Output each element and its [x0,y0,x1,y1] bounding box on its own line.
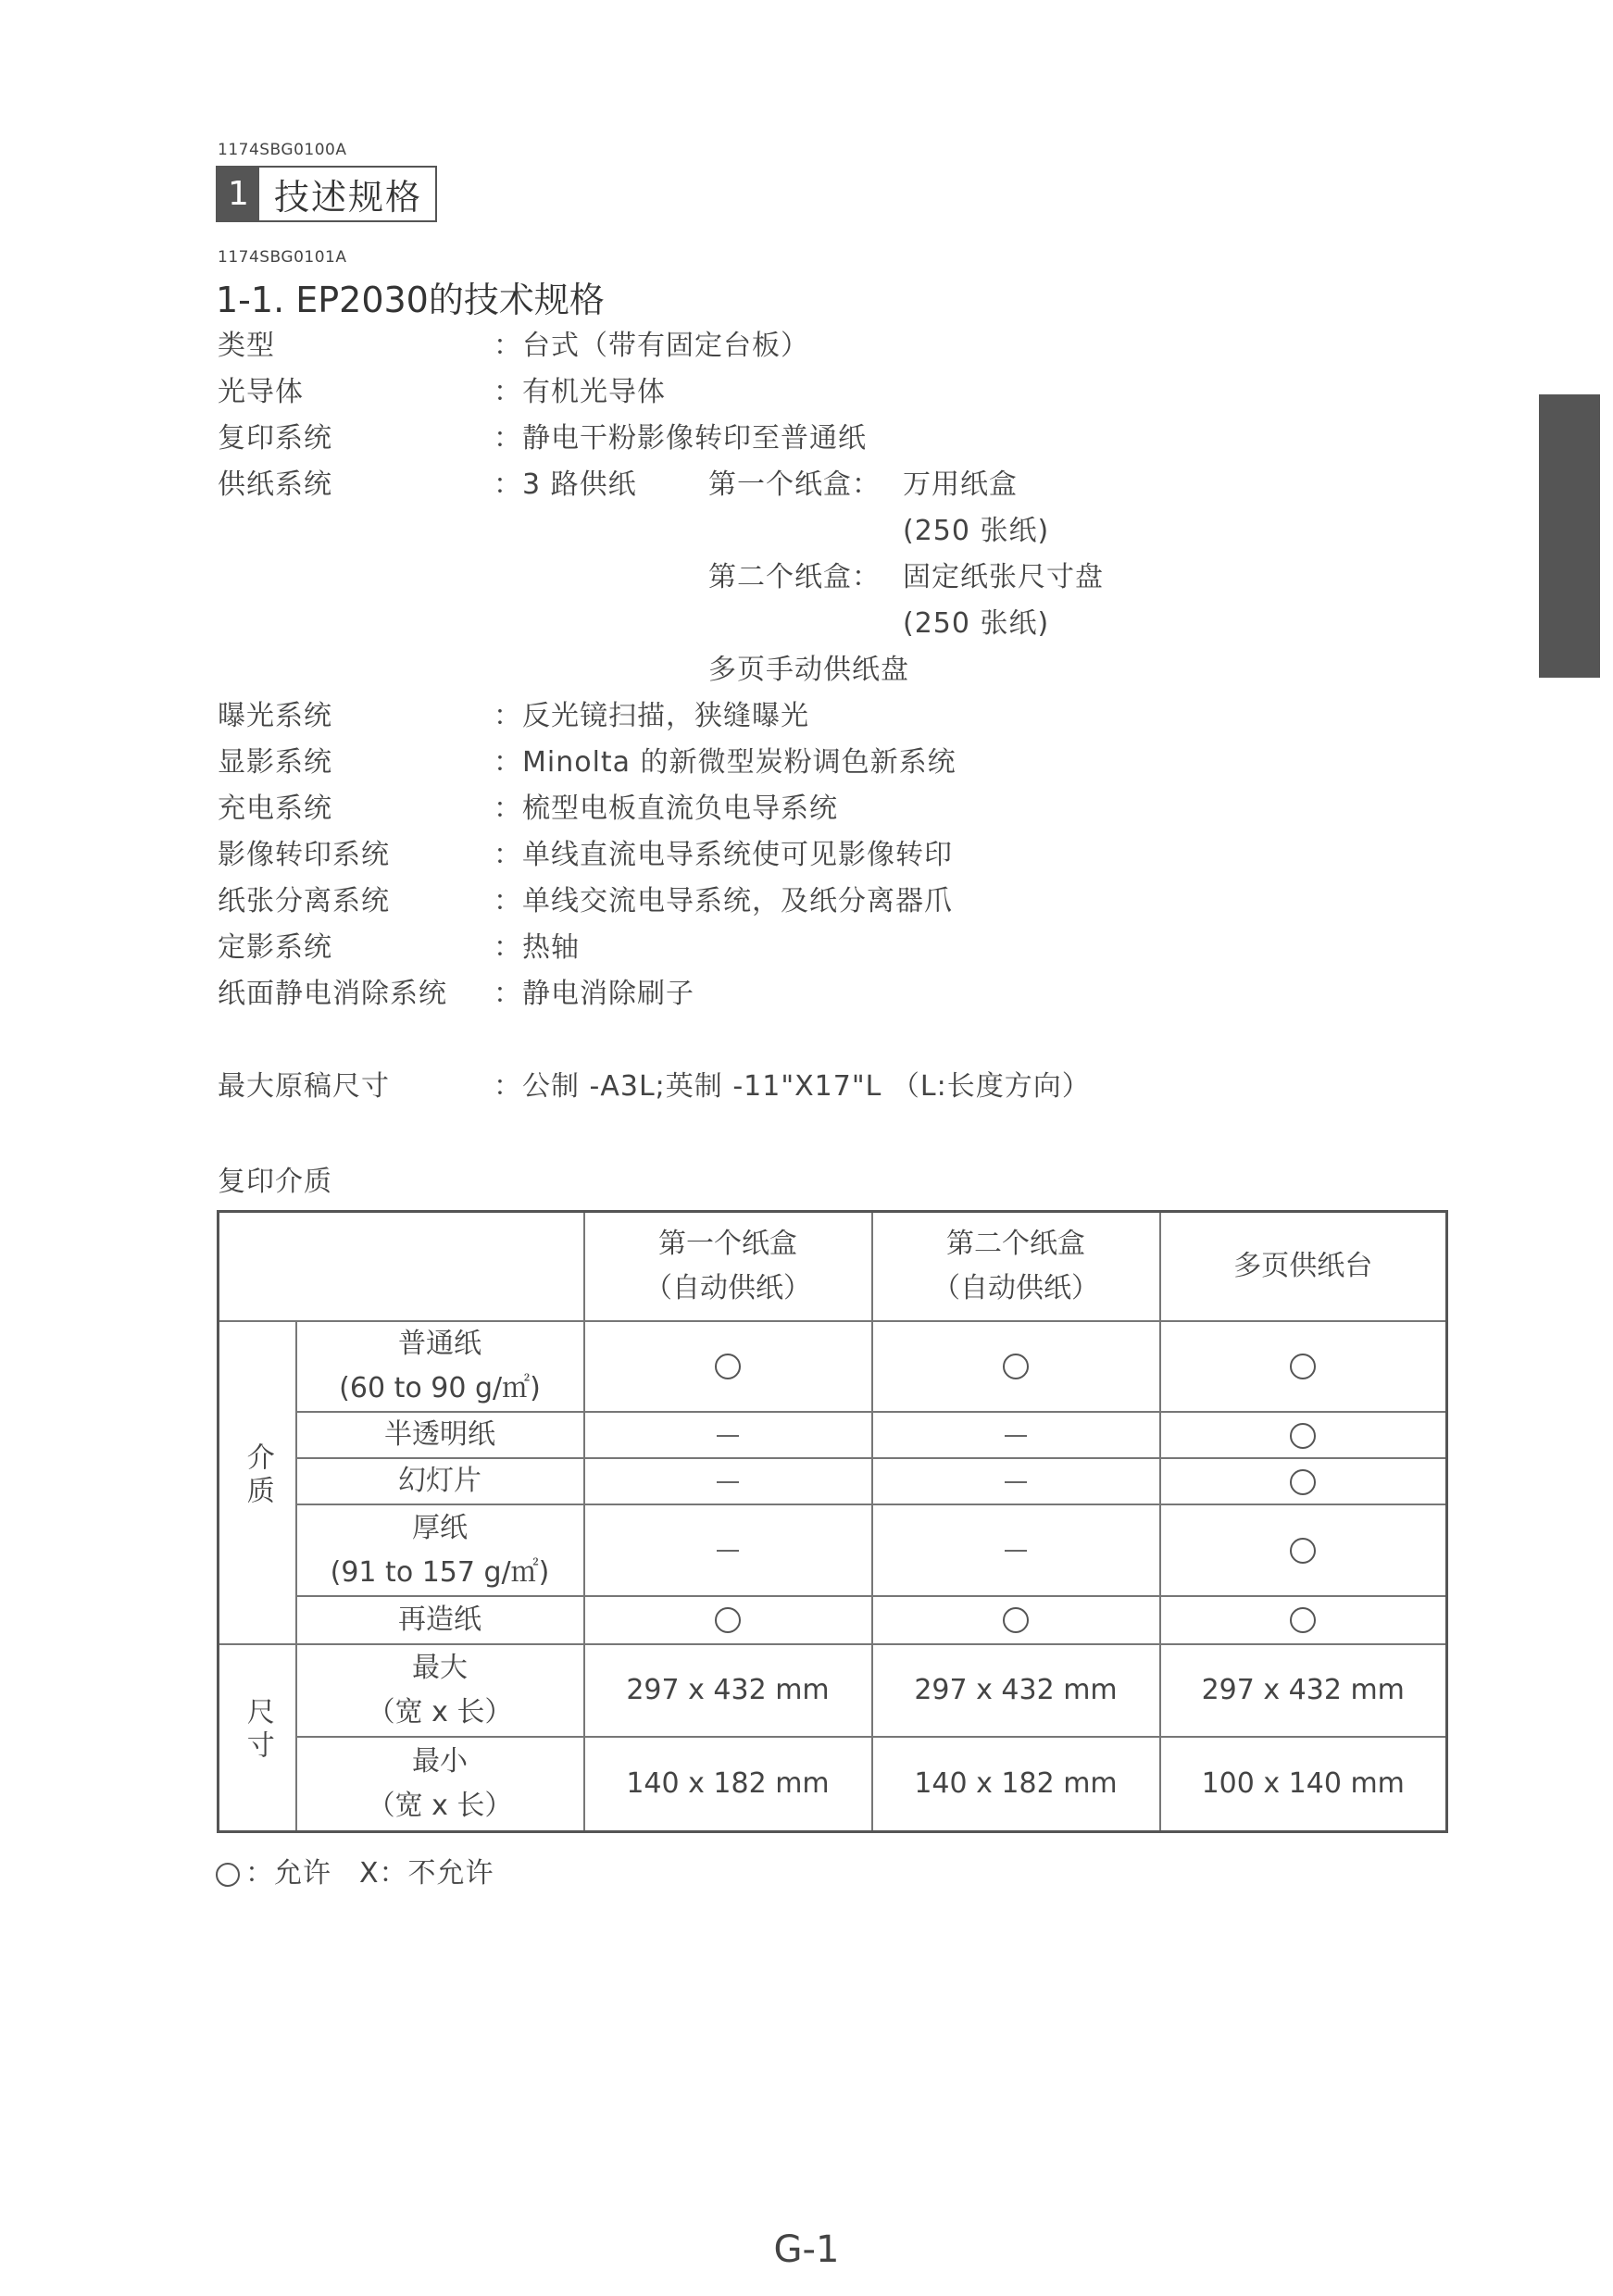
spec-label: 光导体 [218,376,304,408]
spec-value: ：公制 -A3L;英制 -11"X17"L （L:长度方向） [494,1070,1091,1103]
cell [872,1458,1160,1504]
row-label-line: 厚纸 [412,1511,468,1544]
allowed-circle-icon [715,1354,741,1379]
row-label-translucent: 半透明纸 [296,1412,584,1458]
spec-value: ：反光镜扫描，狭缝曝光 [494,700,809,732]
spec-value: ：单线直流电导系统使可见影像转印 [494,839,953,871]
not-applicable-dash-icon [1005,1435,1027,1437]
header-line: 第二个纸盒 [946,1227,1085,1260]
spec-label: 影像转印系统 [218,839,390,871]
cell [1160,1321,1447,1412]
row-label-thick [296,1504,584,1595]
spec-label: 最大原稿尺寸 [218,1070,390,1103]
row-label-line: （宽 x 长） [367,1695,513,1728]
row-label-transparency: 幻灯片 [296,1458,584,1504]
spec-label: 定影系统 [218,931,332,964]
feed-cassette2-capacity: (250 张纸) [903,607,1050,640]
table-row [219,1321,1447,1412]
allowed-circle-icon [715,1607,741,1633]
column-header-cassette2 [872,1212,1160,1321]
cell [1160,1504,1447,1595]
media-table-title: 复印介质 [218,1166,332,1198]
cell [872,1596,1160,1644]
subsection-title: 1-1. EP2030的技术规格 [216,280,605,320]
group-size-label: 尺寸 [241,1697,274,1765]
table-row [219,1596,1447,1644]
not-applicable-dash-icon [717,1550,739,1552]
media-table [217,1210,1448,1833]
spec-value: ：热轴 [494,931,580,964]
section-title: 技述规格 [274,177,423,218]
row-label-plain [296,1321,584,1412]
spec-value: ：Minolta 的新微型炭粉调色新系统 [494,746,957,779]
feed-cassette1-capacity: (250 张纸) [903,515,1050,547]
table-row [219,1504,1447,1595]
table-row [219,1737,1447,1831]
spec-value: ：梳型电板直流负电导系统 [494,792,838,825]
size-cell: 297 x 432 mm [584,1644,872,1737]
allowed-circle-icon [1003,1607,1029,1633]
not-applicable-dash-icon [717,1481,739,1483]
column-header-bypass: 多页供纸台 [1160,1212,1447,1321]
cell [1160,1596,1447,1644]
spec-label: 充电系统 [218,792,332,825]
page-number: G-1 [773,2228,840,2271]
cell [584,1321,872,1412]
group-size-cell [219,1644,296,1832]
table-header-row [219,1212,1447,1321]
header-line: （自动供纸） [932,1271,1099,1304]
cell [872,1412,1160,1458]
column-header-cassette1 [584,1212,872,1321]
row-label-line: 最大 [412,1651,468,1684]
cell [584,1504,872,1595]
section-heading [216,166,437,222]
not-applicable-dash-icon [1005,1550,1027,1552]
legend-not-allowed: X：不允许 [359,1857,494,1890]
size-cell: 100 x 140 mm [1160,1737,1447,1831]
header-line: （自动供纸） [644,1271,811,1304]
allowed-circle-icon [1290,1423,1316,1449]
legend-allowed: ：允许 [245,1857,331,1890]
section-number: 1 [218,168,259,220]
spec-value: ：静电干粉影像转印至普通纸 [494,422,867,455]
row-label-line: （宽 x 长） [367,1790,513,1823]
allowed-circle-icon [216,1863,240,1887]
spec-label: 复印系统 [218,422,332,455]
chapter-tab [1539,394,1600,678]
table-row [219,1412,1447,1458]
not-applicable-dash-icon [717,1435,739,1437]
allowed-circle-icon [1290,1469,1316,1495]
spec-label: 显影系统 [218,746,332,779]
allowed-circle-icon [1290,1354,1316,1379]
spec-label: 供纸系统 [218,468,332,501]
allowed-circle-icon [1003,1354,1029,1379]
allowed-circle-icon [1290,1607,1316,1633]
cell [872,1504,1160,1595]
spec-label: 曝光系统 [218,700,332,732]
spec-label: 纸面静电消除系统 [218,978,447,1010]
not-applicable-dash-icon [1005,1481,1027,1483]
row-label-max [296,1644,584,1737]
cell [584,1458,872,1504]
size-cell: 297 x 432 mm [872,1644,1160,1737]
table-row [219,1644,1447,1737]
cell [584,1412,872,1458]
legend [216,1850,494,1890]
subsection-code: 1174SBG0101A [218,248,347,267]
cell [584,1596,872,1644]
feed-cassette1-value: 万用纸盒 [903,468,1018,501]
spec-value: ：3 路供纸 [494,468,637,501]
row-label-line: (91 to 157 g/㎡) [330,1555,550,1589]
row-label-line: 最小 [412,1745,468,1778]
table-row [219,1458,1447,1504]
feed-cassette1-label: 第一个纸盒： [708,468,881,501]
group-media-label: 介质 [241,1441,274,1509]
cell [1160,1412,1447,1458]
spec-value: ：单线交流电导系统，及纸分离器爪 [494,885,953,917]
row-label-line: 普通纸 [398,1327,481,1360]
size-cell: 140 x 182 mm [584,1737,872,1831]
allowed-circle-icon [1290,1538,1316,1564]
spec-value: ：台式（带有固定台板） [494,330,809,362]
feed-cassette2-value: 固定纸张尺寸盘 [903,561,1104,593]
row-label-recycled: 再造纸 [296,1596,584,1644]
feed-bypass: 多页手动供纸盘 [708,654,909,686]
size-cell: 297 x 432 mm [1160,1644,1447,1737]
spec-label: 纸张分离系统 [218,885,390,917]
cell [872,1321,1160,1412]
row-label-min [296,1737,584,1831]
size-cell: 140 x 182 mm [872,1737,1160,1831]
row-label-line: (60 to 90 g/㎡) [339,1371,541,1404]
spec-value: ：有机光导体 [494,376,666,408]
group-media-cell [219,1321,296,1644]
doc-code: 1174SBG0100A [218,141,347,159]
spec-label: 类型 [218,330,275,362]
spec-value: ：静电消除刷子 [494,978,694,1010]
header-line: 第一个纸盒 [658,1227,797,1260]
cell [1160,1458,1447,1504]
feed-cassette2-label: 第二个纸盒： [708,561,881,593]
table-corner-cell [219,1212,584,1321]
